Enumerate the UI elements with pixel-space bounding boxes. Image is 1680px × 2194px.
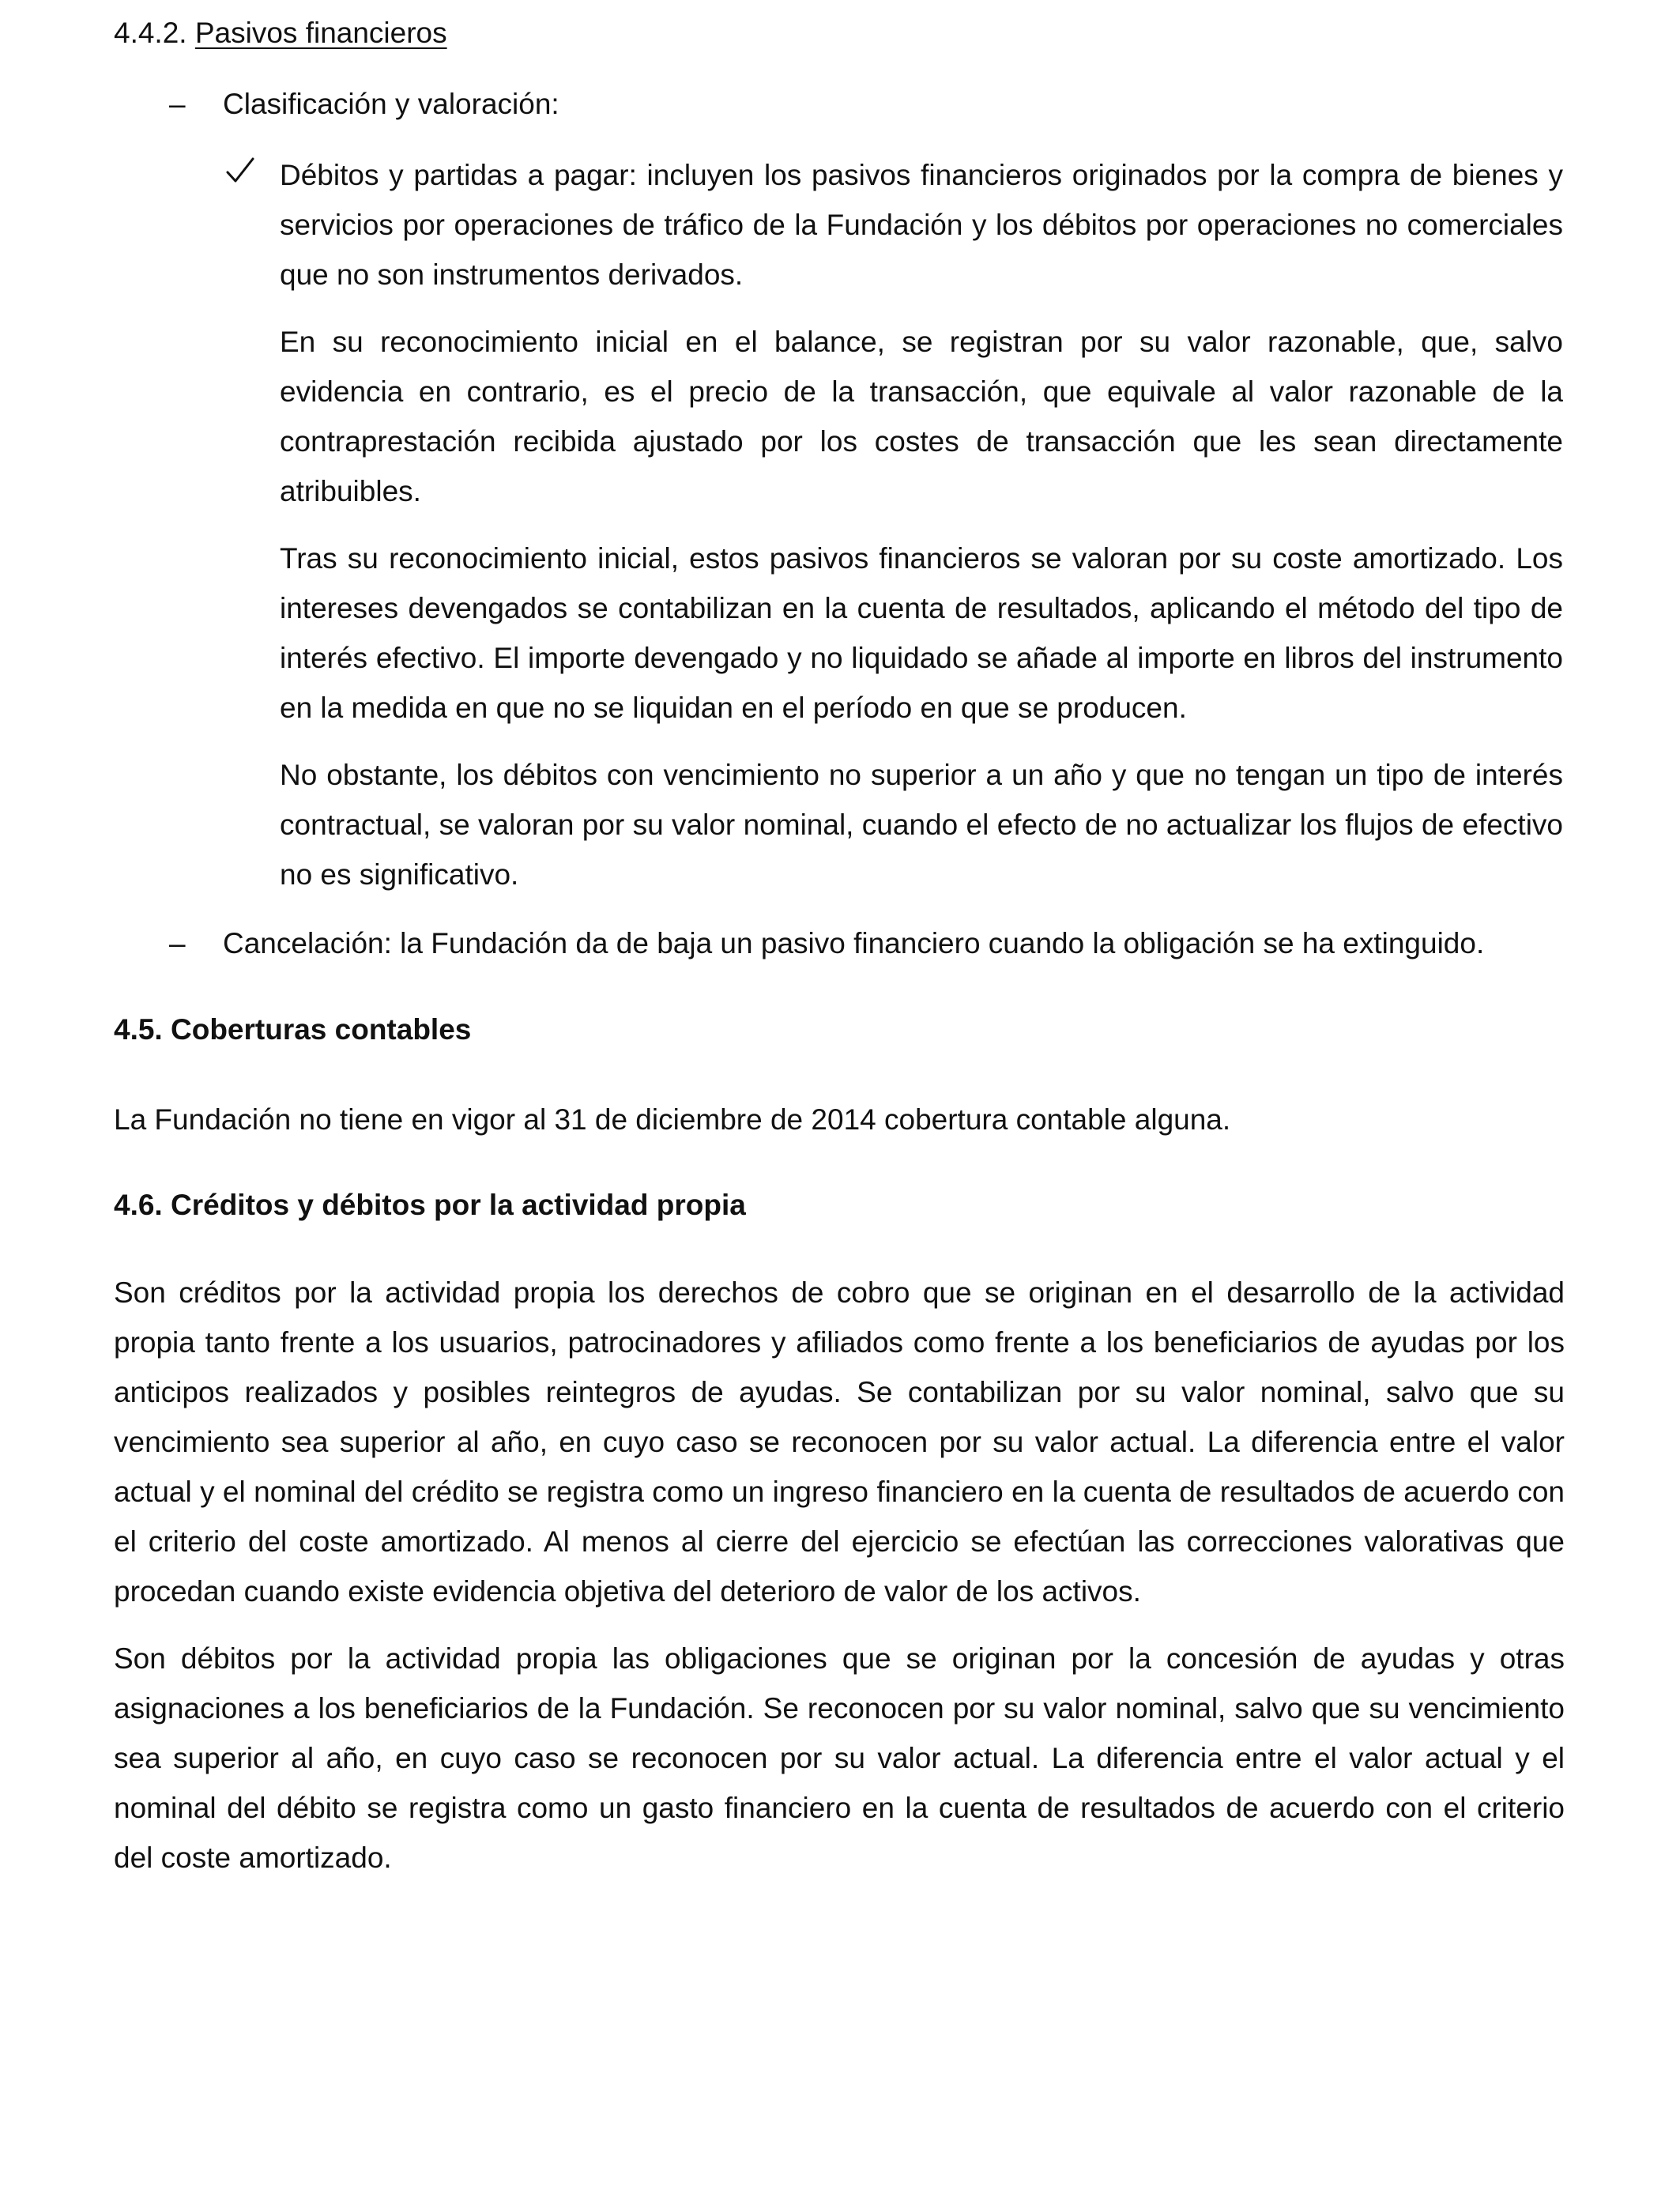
dash-bullet-icon: – xyxy=(169,927,186,959)
list-item-label: Clasificación y valoración: xyxy=(223,88,559,120)
paragraph-coberturas: La Fundación no tiene en vigor al 31 de diciembre de 2014 cobertura contable alguna. xyxy=(114,1103,1231,1136)
subsection-number: 4.4.2. xyxy=(114,17,187,49)
paragraph-debitos-actividad: Son débitos por la actividad propia las obligaciones que se originan por la concesión de ayudas y otras asignaciones a los beneficiarios de la Fundación. Se reconocen por su valor nominal, salvo que su vencimiento sea superior al año, en cuyo caso se reconocen por su valor actual. La diferencia entre el valor actual y el nominal del débito se registra como un gasto financiero en la cuenta de resultados de acuerdo con el criterio del coste amortizado. xyxy=(114,1642,1565,1874)
paragraph-creditos: Son créditos por la actividad propia los derechos de cobro que se originan en el desarrollo de la actividad propia tanto frente a los usuarios, patrocinadores y afiliados como frente a los beneficiarios de ayudas por los anticipos realizados y posibles reintegros de ayudas. Se contabilizan por su valor nominal, salvo que su vencimiento sea superior al año, en cuyo caso se reconocen por su valor actual. La diferencia entre el valor actual y el nominal del crédito se registra como un ingreso financiero en la cuenta de resultados de acuerdo con el criterio del coste amortizado. Al menos al cierre del ejercicio se efectúan las correcciones valorativas que procedan cuando existe evidencia objetiva del deterioro de valor de los activos. xyxy=(114,1276,1565,1608)
paragraph-coste-amortizado: Tras su reconocimiento inicial, estos pasivos financieros se valoran por su coste amortizado. Los intereses devengados se contabilizan en la cuenta de resultados, aplicando el método del tipo de interés efectivo. El importe devengado y no liquidado se añade al importe en libros del instrumento en la medida en que no se liquidan en el período en que se producen. xyxy=(280,542,1563,724)
list-item-label: Cancelación: la Fundación da de baja un pasivo financiero cuando la obligación se ha extinguido. xyxy=(223,927,1485,959)
paragraph-no-obstante: No obstante, los débitos con vencimiento no superior a un año y que no tengan un tipo de interés contractual, se valoran por su valor nominal, cuando el efecto de no actualizar los flujos de efectivo no es significativo. xyxy=(280,759,1563,891)
subsection-heading-4-4-2 xyxy=(114,11,447,55)
section-4-6-body xyxy=(114,1268,1565,1883)
subsection-title: Pasivos financieros xyxy=(194,17,447,49)
paragraph-reconocimiento-inicial: En su reconocimiento inicial en el balance, se registran por su valor razonable, que, salvo evidencia en contrario, es el precio de la transacción, que equivale al valor razonable de la contraprestación recibida ajustado por los costes de transacción que les sean directamente atribuibles. xyxy=(280,326,1563,507)
checked-item-body xyxy=(280,150,1563,917)
section-title-4-6: 4.6. Créditos y débitos por la actividad propia xyxy=(114,1189,746,1221)
paragraph-debitos: Débitos y partidas a pagar: incluyen los pasivos financieros originados por la compra de bienes y servicios por operaciones de tráfico de la Fundación y los débitos por operaciones no comerciales que no son instrumentos derivados. xyxy=(280,159,1563,291)
section-4-5-body xyxy=(114,1095,1565,1144)
checkmark-icon xyxy=(224,155,256,187)
dash-bullet-icon: – xyxy=(169,88,186,120)
section-title-4-5: 4.5. Coberturas contables xyxy=(114,1013,472,1046)
